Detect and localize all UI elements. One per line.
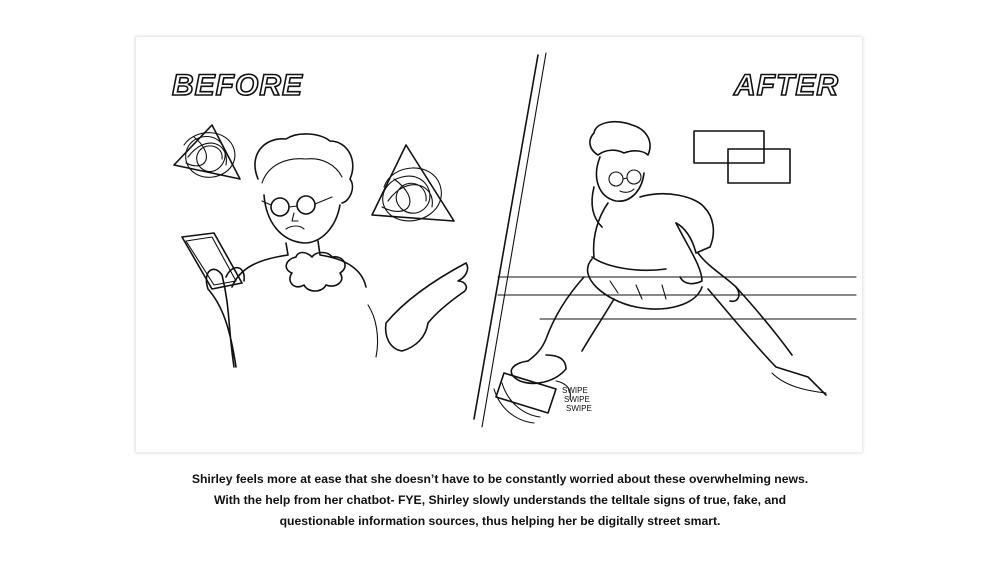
stress-scribble-left-icon xyxy=(174,125,240,179)
panel-divider xyxy=(474,53,546,427)
swipe-word: SWIPE xyxy=(564,395,590,404)
shirley-relaxed-figure xyxy=(494,122,826,423)
before-after-sketch xyxy=(136,37,862,452)
stairs-background xyxy=(498,277,856,319)
shirley-worried-figure xyxy=(182,134,468,367)
swipe-word: SWIPE xyxy=(562,386,588,395)
caption-line: With the help from her chatbot- FYE, Shirley slowly understands the telltale signs of true, fake, and xyxy=(213,493,787,507)
caption-line: questionable information sources, thus helping her be digitally street smart. xyxy=(279,514,721,528)
before-label: BEFORE xyxy=(172,69,304,102)
chat-bubbles-icon xyxy=(694,131,790,183)
stress-scribble-right-icon xyxy=(372,145,454,221)
storyboard-panel xyxy=(136,37,862,452)
swipe-annotation xyxy=(562,386,592,413)
swipe-word: SWIPE xyxy=(566,404,592,413)
after-label: AFTER xyxy=(734,69,839,102)
caption-line: Shirley feels more at ease that she doesn’t have to be constantly worried about these overwhelming news. xyxy=(191,472,809,486)
story-caption xyxy=(100,469,900,532)
